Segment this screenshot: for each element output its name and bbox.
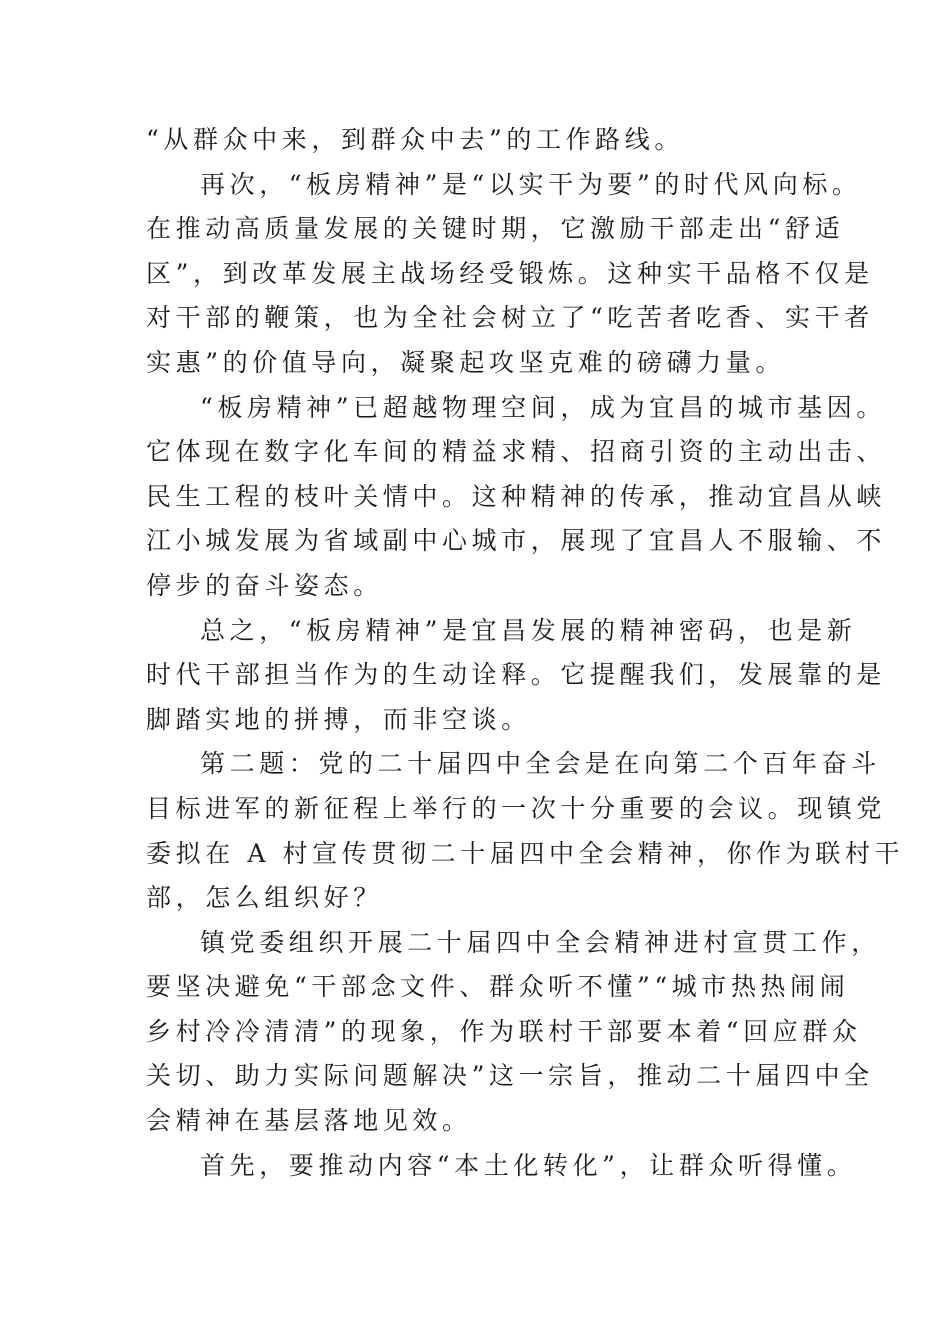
document-body [146,118,905,1188]
text-line: 实惠”的价值导向，凝聚起攻坚克难的磅礴力量。 [146,347,785,377]
text-line: 总之，“板房精神”是宜昌发展的精神密码，也是新 [200,615,857,645]
text-line: 民生工程的枝叶关情中。这种精神的传承，推动宜昌从峡 [146,481,887,511]
text-line: 要坚决避免“干部念文件、群众听不懂”“城市热热闹闹 [146,972,850,1002]
text-line: 目标进军的新征程上举行的一次十分重要的会议。现镇党 [146,793,887,823]
text-line: 首先，要推动内容“本土化转化”，让群众听得懂。 [200,1150,857,1180]
text-line: “从群众中来，到群众中去”的工作路线。 [146,125,684,154]
text-line: 区”，到改革发展主战场经受锻炼。这种实干品格不仅是 [146,258,874,288]
text-line: 会精神在基层落地见效。 [146,1106,472,1136]
text-line: 脚踏实地的拼搏，而非空谈。 [146,704,531,734]
text-line: 对干部的鞭策，也为全社会树立了“吃苦者吃香、实干者 [146,303,874,333]
text-line: 委拟在 A 村宣传贯彻二十届四中全会精神，你作为联村干 [146,838,905,868]
text-line: 它体现在数字化车间的精益求精、招商引资的主动出击、 [146,437,887,467]
text-line: 在推动高质量发展的关键时期，它激励干部走出“舒适 [146,214,845,244]
text-line: “板房精神”已超越物理空间，成为宜昌的城市基因。 [200,392,886,422]
text-line: 关切、助力实际问题解决”这一宗旨，推动二十届四中全 [146,1061,874,1091]
text-line: 第二题：党的二十届四中全会是在向第二个百年奋斗 [200,749,881,779]
text-line: 江小城发展为省域副中心城市，展现了宜昌人不服输、不 [146,526,887,556]
text-line: 时代干部担当作为的生动诠释。它提醒我们，发展靠的是 [146,660,887,690]
text-line: 部，怎么组织好？ [146,883,383,913]
text-line: 再次，“板房精神”是“以实干为要”的时代风向标。 [200,169,862,199]
text-line: 乡村冷冷清清”的现象，作为联村干部要本着“回应群众 [146,1016,862,1046]
text-line: 停步的奋斗姿态。 [146,570,383,600]
text-line: 镇党委组织开展二十届四中全会精神进村宣贯工作， [200,927,881,957]
